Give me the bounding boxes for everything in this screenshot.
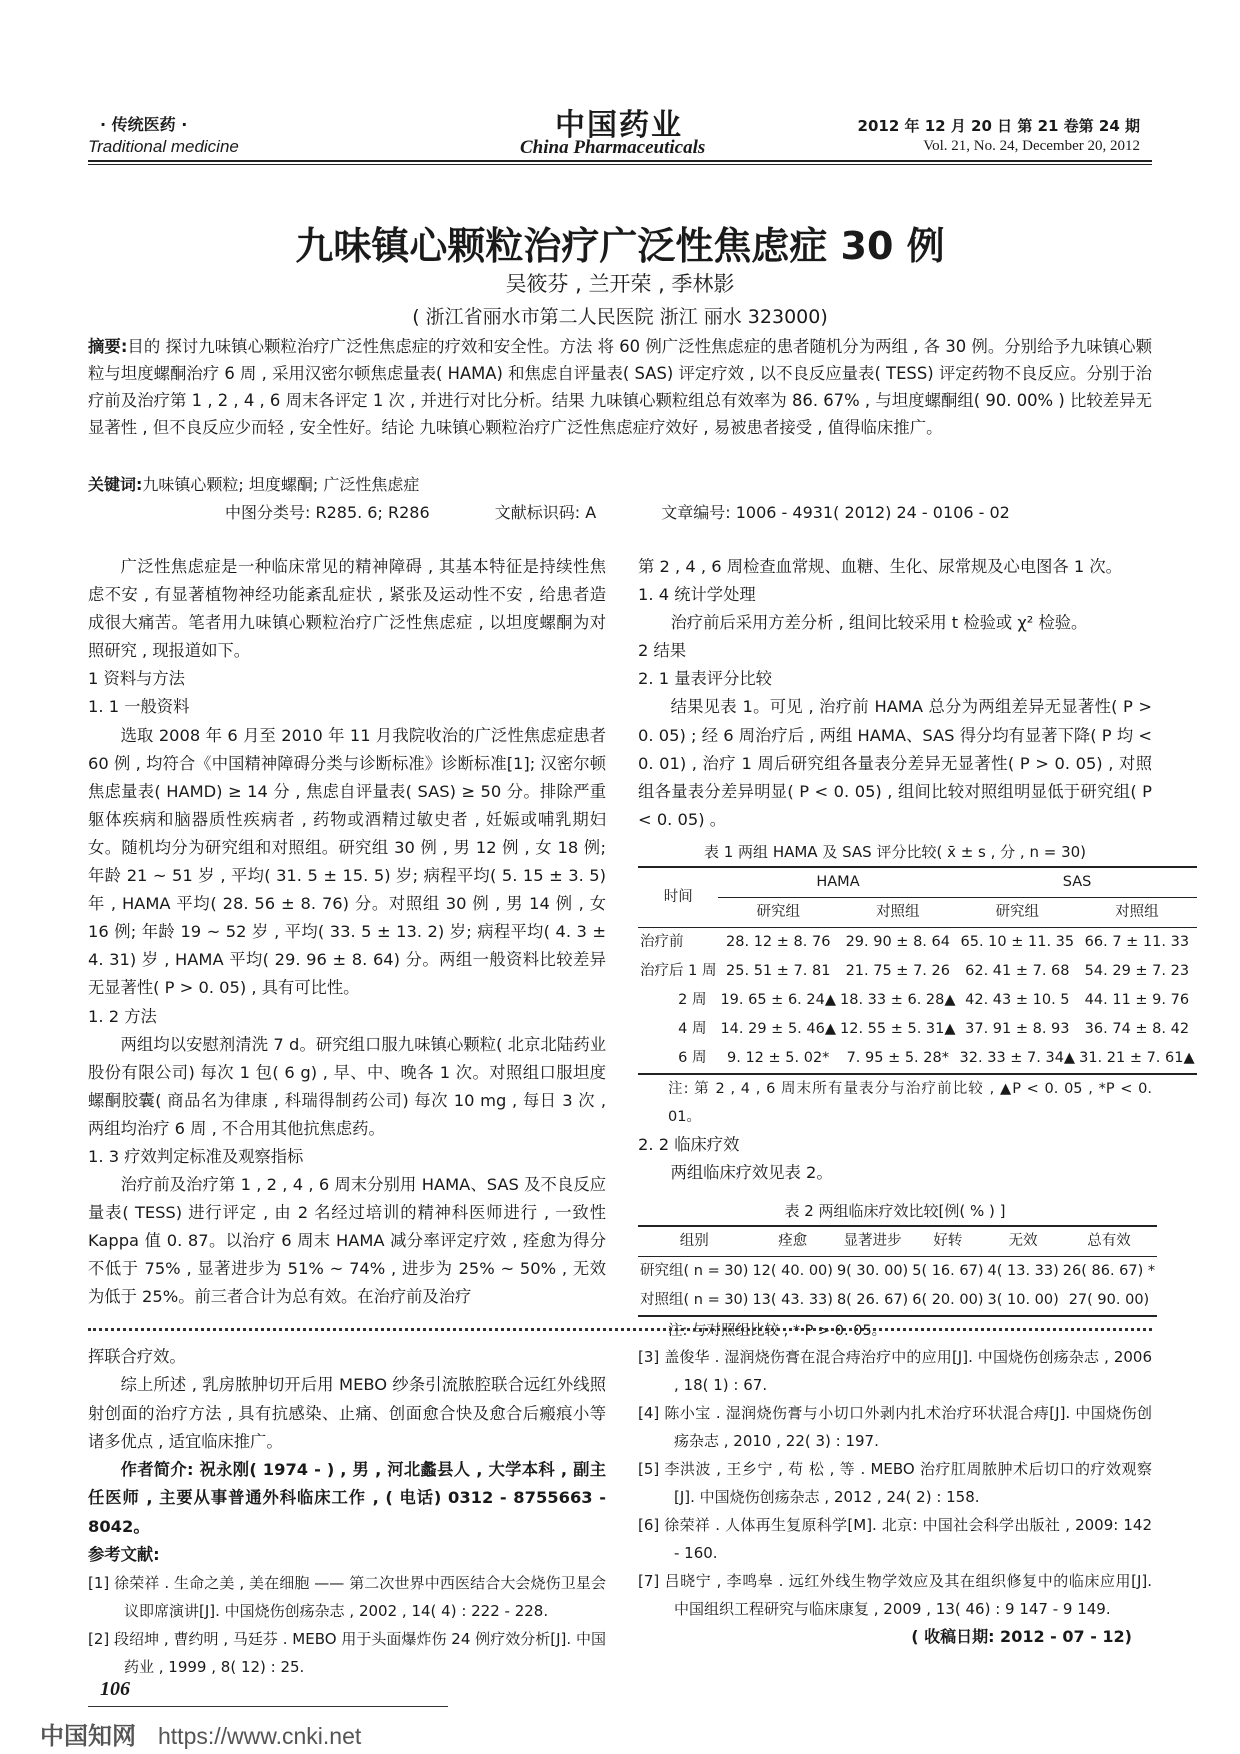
table2-cell: 5( 16. 67): [912, 1263, 984, 1280]
table2-header: 总有效: [1087, 1233, 1131, 1250]
table-row: [638, 1257, 1157, 1287]
references-label: 参考文献:: [88, 1545, 160, 1565]
reference-6: [6] 徐荣祥 . 人体再生复原科学[M]. 北京: 中国社会科学出版社 , 2009: 142 - 160.: [638, 1516, 1152, 1562]
table-row: [638, 1286, 1157, 1316]
table1-cell: 4 周: [678, 1021, 707, 1038]
table2-header: 痊愈: [778, 1233, 808, 1250]
received-date: ( 收稿日期: 2012 - 07 - 12): [911, 1627, 1132, 1646]
table2-note: 注: 与对照组比较 , * P > 0. 05。: [668, 1323, 887, 1340]
body-column-left: [88, 553, 606, 1312]
abstract-text: 目的 探讨九味镇心颗粒治疗广泛性焦虑症的疗效和安全性。方法 将 60 例广泛性焦虑症的患者随机分为两组 , 各 30 例。分别给予九味镇心颗粒与坦度螺酮治疗 6 周 , 采用汉密尔顿焦虑量表( HAMA) 和焦虑自评量表( SAS) 评定疗效 , 以不良反应量表( TESS) 评定药物不良反应。分别于治疗前及治疗第 1 , 2 , 4 , 6 周末各评定 1 次 , 并进行对比分析。结果 九味镇心颗粒组总有效率为 86. 67% , 与坦度螺酮组( 90. 00% ) 比较差异无显著性 , 但不良反应少而轻 , 安全性好。结论 九味镇心颗粒治疗广泛性焦虑症疗效好 , 易被患者接受 , 值得临床推广。: [88, 337, 1152, 437]
table1-cell: 37. 91 ± 8. 93: [965, 1021, 1070, 1038]
table-row: [638, 1015, 1197, 1044]
article-title: 九味镇心颗粒治疗广泛性焦虑症 30 例: [295, 224, 945, 268]
lower-column-right: [638, 1343, 1152, 1651]
keywords-label: 关键词:: [88, 475, 143, 494]
table1-cell: 29. 90 ± 8. 64: [845, 934, 950, 951]
table2-cell: 6( 20. 00): [912, 1292, 984, 1309]
table1-cell: 12. 55 ± 5. 31▲: [840, 1021, 956, 1038]
reference-5: [5] 李洪波 , 王乡宁 , 苟 松 , 等 . MEBO 治疗肛周脓肿术后切口的疗效观察[J]. 中国烧伤创疡杂志 , 2012 , 24( 2) : 158.: [638, 1460, 1152, 1506]
table1-cell: 44. 11 ± 9. 76: [1084, 992, 1190, 1009]
reference-4: [4] 陈小宝 . 湿润烧伤膏与小切口外剥内扎术治疗环状混合痔[J]. 中国烧伤创疡杂志 , 2010 , 22( 3) : 197.: [638, 1404, 1152, 1450]
table2-header: 无效: [1008, 1233, 1038, 1250]
reference-2: [2] 段绍坤 , 曹约明 , 马廷芬 . MEBO 用于头面爆炸伤 24 例疗效分析[J]. 中国药业 , 1999 , 8( 12) : 25.: [88, 1630, 606, 1677]
section-heading-1-3: 1. 3 疗效判定标准及观察指标: [88, 1146, 304, 1166]
table2-cell: 13( 43. 33): [752, 1292, 833, 1309]
paragraph-1-3-continued: 第 2 , 4 , 6 周检查血常规、血糖、生化、尿常规及心电图各 1 次。: [638, 557, 1122, 576]
reference-1: [1] 徐荣祥 . 生命之美 , 美在细胞 —— 第二次世界中西医结合大会烧伤卫星会议即席演讲[J]. 中国烧伤创疡杂志 , 2002 , 14( 4) : 222 - 228.: [88, 1574, 606, 1621]
table2-cell: 26( 86. 67) *: [1062, 1263, 1156, 1280]
table1-header-time: 时间: [663, 889, 693, 906]
table1-cell: 6 周: [678, 1050, 707, 1067]
intro-paragraph: 广泛性焦虑症是一种临床常见的精神障碍 , 其基本特征是持续性焦虑不安 , 有显著植物神经功能紊乱症状 , 紧张及运动性不安 , 给患者造成很大痛苦。笔者用九味镇心颗粒治疗广泛性焦虑症 , 以坦度螺酮为对照研究 , 现报道如下。: [88, 557, 606, 661]
table2: [638, 1225, 1157, 1317]
table1: [638, 866, 1197, 1075]
paragraph-1-4: 治疗前后采用方差分析 , 组间比较采用 t 检验或 χ² 检验。: [670, 613, 1088, 633]
section-heading-1-1: 1. 1 一般资料: [88, 697, 190, 717]
journal-name-en: China Pharmaceuticals: [520, 137, 706, 158]
paragraph-1-2: 两组均以安慰剂清洗 7 d。研究组口服九味镇心颗粒( 北京北陆药业股份有限公司) 每次 1 包( 6 g) , 早、中、晚各 1 次。对照组口服坦度螺酮胶囊( 商品名为律康 , 科瑞得制药公司) 每次 10 mg , 每日 3 次 , 两组均治疗 6 周 , 不合用其他抗焦虑药。: [88, 1034, 606, 1138]
abstract: [88, 333, 1152, 441]
issue-info-cn: 2012 年 12 月 20 日 第 21 卷第 24 期: [857, 117, 1140, 135]
reference-3: [3] 盖俊华 . 湿润烧伤膏在混合痔治疗中的应用[J]. 中国烧伤创疡杂志 , 2006 , 18( 1) : 67.: [638, 1348, 1152, 1394]
reference-7: [7] 吕晓宁 , 李鸣皋 . 远红外线生物学效应及其在组织修复中的临床应用[J]. 中国组织工程研究与临床康复 , 2009 , 13( 46) : 9 147 - 9 149.: [638, 1572, 1152, 1618]
keywords-text: 九味镇心颗粒; 坦度螺酮; 广泛性焦虑症: [142, 475, 420, 494]
table1-cell: 36. 74 ± 8. 42: [1084, 1021, 1190, 1038]
article-number: 文章编号: 1006 - 4931( 2012) 24 - 0106 - 02: [661, 503, 1010, 522]
table1-cell: 21. 75 ± 7. 26: [845, 963, 950, 980]
paragraph-2-1: 结果见表 1。可见 , 治疗前 HAMA 总分为两组差异无显著性( P > 0. 05) ; 经 6 周治疗后 , 两组 HAMA、SAS 得分均有显著下降( P 均 < 0. 01) , 治疗 1 周后研究组各量表分差异无显著性( P > 0. 05) , 对照组各量表分差异明显( P < 0. 05) , 组间比较对照组明显低于研究组( P < 0. 05) 。: [638, 697, 1152, 829]
paragraph-1-1: 选取 2008 年 6 月至 2010 年 11 月我院收治的广泛性焦虑症患者 60 例 , 均符合《中国精神障碍分类与诊断标准》诊断标准[1]; 汉密尔顿焦虑量表( HAMD) ≥ 14 分 , 焦虑自评量表( SAS) ≥ 50 分。排除严重躯体疾病和脑器质性疾病者 , 药物或酒精过敏史者 , 妊娠或哺乳期妇女。随机均分为研究组和对照组。研究组 30 例 , 男 12 例 , 女 18 例; 年龄 21 ~ 51 岁 , 平均( 31. 5 ± 15. 5) 岁; 病程平均( 5. 15 ± 3. 5) 年 , HAMA 平均( 28. 56 ± 8. 76) 分。对照组 30 例 , 男 14 例 , 女 16 例; 年龄 19 ~ 52 岁 , 平均( 33. 5 ± 13. 2) 岁; 病程平均( 4. 3 ± 4. 31) 岁 , HAMA 平均( 29. 96 ± 8. 64) 分。两组一般资料比较差异无显著性( P > 0. 05) , 具有可比性。: [88, 725, 606, 998]
table-row: [638, 957, 1197, 986]
paragraph-2-2: 两组临床疗效见表 2。: [670, 1163, 833, 1183]
table1-cell: 19. 65 ± 6. 24▲: [720, 992, 836, 1009]
table1-header-sas-research: 研究组: [995, 904, 1040, 921]
table2-caption: 表 2 两组临床疗效比较[例( % ) ]: [784, 1202, 1006, 1221]
table1-header-hama-control: 对照组: [876, 904, 920, 921]
table-row: [638, 928, 1197, 958]
table1-cell: 31. 21 ± 7. 61▲: [1079, 1050, 1195, 1067]
table1-caption: 表 1 两组 HAMA 及 SAS 评分比较( x̄ ± s , 分 , n = 30): [703, 842, 1087, 861]
prev-article-conclusion: 综上所述 , 乳房脓肿切开后用 MEBO 纱条引流脓腔联合远红外线照射创面的治疗方法 , 具有抗感染、止痛、创面愈合快及愈合后瘢痕小等诸多优点 , 适宜临床推广。: [88, 1375, 606, 1451]
section-heading-2-1: 2. 1 量表评分比较: [638, 669, 772, 689]
table1-header-sas: SAS: [958, 867, 1197, 898]
cnki-url[interactable]: https://www.cnki.net: [158, 1723, 362, 1749]
page-rule: [88, 1706, 448, 1707]
cnki-logo: 中国知网: [40, 1722, 136, 1750]
body-column-right: [638, 553, 1195, 1345]
section-heading-2-2: 2. 2 临床疗效: [638, 1135, 740, 1155]
table1-cell: 32. 33 ± 7. 34▲: [959, 1050, 1076, 1067]
clc-number: 中图分类号: R285. 6; R286: [225, 503, 430, 522]
table1-cell: 2 周: [678, 992, 707, 1009]
section-heading-2: 2 结果: [638, 641, 687, 661]
table1-cell: 62. 41 ± 7. 68: [965, 963, 1070, 980]
doc-code: 文献标识码: A: [494, 503, 597, 522]
table1-header-hama: HAMA: [718, 867, 957, 898]
header-rule: [88, 160, 1152, 162]
table-row: [638, 986, 1197, 1015]
paragraph-1-3: 治疗前及治疗第 1 , 2 , 4 , 6 周末分别用 HAMA、SAS 及不良反应量表( TESS) 进行评定 , 由 2 名经过培训的精神科医师进行 , 一致性 Kappa 值 0. 87。以治疗 6 周末 HAMA 减分率评定疗效 , 痊愈为得分不低于 75% , 显著进步为 51% ~ 74% , 进步为 25% ~ 50% , 无效为低于 25%。前三者合计为总有效。在治疗前及治疗: [88, 1175, 606, 1307]
table1-cell: 治疗前: [640, 934, 684, 951]
table-row: [638, 1044, 1197, 1074]
abstract-label: 摘要:: [88, 337, 128, 356]
table1-cell: 25. 51 ± 7. 81: [726, 963, 831, 980]
table2-cell: 8( 26. 67): [836, 1292, 909, 1309]
section-label-en: Traditional medicine: [88, 137, 239, 156]
table1-cell: 治疗后 1 周: [640, 963, 717, 980]
table1-cell: 18. 33 ± 6. 28▲: [840, 992, 956, 1009]
table2-cell: 3( 10. 00): [987, 1292, 1059, 1309]
table1-header-sas-control: 对照组: [1115, 904, 1159, 921]
table1-cell: 54. 29 ± 7. 23: [1084, 963, 1190, 980]
section-heading-1-2: 1. 2 方法: [88, 1006, 157, 1026]
author-bio: 作者简介: 祝永刚( 1974 - ) , 男 , 河北蠡县人 , 大学本科 , 副主任医师 , 主要从事普通外科临床工作 , ( 电话) 0312 - 8755663 - 8042。: [88, 1460, 606, 1536]
section-label-cn: · 传统医药 ·: [100, 115, 188, 134]
table1-cell: 28. 12 ± 8. 76: [726, 934, 831, 951]
page-number: 106: [100, 1678, 130, 1700]
table2-cell: 4( 13. 33): [987, 1263, 1059, 1280]
classification-line: [225, 500, 1070, 523]
keywords: [88, 472, 1152, 495]
issue-info-en: Vol. 21, No. 24, December 20, 2012: [923, 138, 1140, 154]
table1-cell: 42. 43 ± 10. 5: [965, 992, 1070, 1009]
header-rule-thin: [88, 164, 1152, 165]
cnki-watermark: [40, 1716, 361, 1751]
table2-cell: 9( 30. 00): [836, 1263, 909, 1280]
lower-column-left: [88, 1343, 606, 1681]
journal-logo-cn: 中国药业: [555, 108, 683, 143]
table2-cell: 研究组( n = 30): [640, 1263, 749, 1280]
table2-header: 显著进步: [843, 1233, 902, 1250]
table1-header-hama-research: 研究组: [756, 904, 800, 921]
table1-note: 注: 第 2 , 4 , 6 周末所有量表分与治疗前比较 , ▲P < 0. 05 , *P < 0. 01。: [668, 1081, 1152, 1126]
table1-cell: 14. 29 ± 5. 46▲: [720, 1021, 836, 1038]
section-heading-1: 1 资料与方法: [88, 669, 185, 689]
table2-cell: 对照组( n = 30): [640, 1292, 749, 1309]
table2-header: 好转: [933, 1233, 963, 1250]
section-heading-1-4: 1. 4 统计学处理: [638, 585, 756, 605]
article-affiliation: ( 浙江省丽水市第二人民医院 浙江 丽水 323000): [412, 306, 828, 328]
table1-cell: 9. 12 ± 5. 02*: [727, 1050, 830, 1067]
table2-header: 组别: [679, 1233, 709, 1250]
table1-cell: 65. 10 ± 11. 35: [960, 934, 1075, 951]
table2-cell: 27( 90. 00): [1068, 1292, 1150, 1309]
article-authors: 吴筱芬 , 兰开荣 , 季林影: [505, 272, 735, 296]
article-separator: [88, 1328, 1152, 1334]
table1-cell: 66. 7 ± 11. 33: [1084, 934, 1190, 951]
table2-cell: 12( 40. 00): [752, 1263, 833, 1280]
table1-cell: 7. 95 ± 5. 28*: [846, 1050, 949, 1067]
prev-article-tail: 挥联合疗效。: [88, 1347, 186, 1366]
